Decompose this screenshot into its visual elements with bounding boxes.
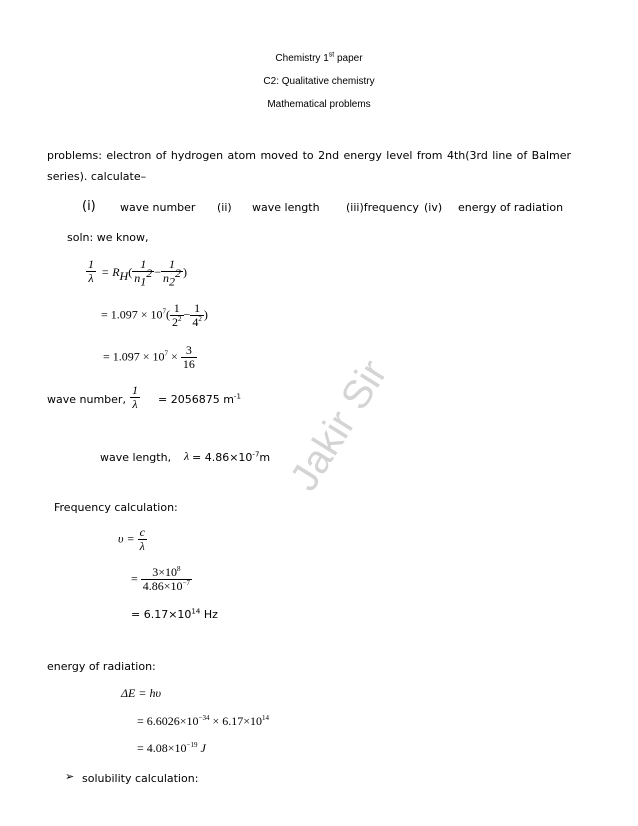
- frequency-heading: Frequency calculation:: [54, 501, 178, 514]
- frequency-formula: υ = $\frac{c}{\lambda}$: [118, 525, 145, 553]
- part-iv-label: energy of radiation: [458, 201, 564, 214]
- part-iv: (iv): [424, 201, 443, 214]
- energy-substitution: = $6.6026\times 10^{-34} \times 6.17\times 10^{14}$: [137, 714, 270, 728]
- part-i: (i): [82, 199, 96, 214]
- lambda-symbol: λ: [184, 449, 190, 463]
- part-iii: (iii)frequency: [346, 201, 419, 214]
- arrow-bullet-icon: ➢: [65, 770, 75, 783]
- next-section-heading: solubility calculation:: [82, 772, 199, 785]
- part-ii: (ii): [217, 201, 232, 214]
- wave-number-fraction: $\frac{1}{\lambda}$: [132, 383, 138, 411]
- wave-length-value: = $4.86\times 10^{-7}m$: [192, 450, 271, 464]
- wave-number-value: = 2056875 $m^{-1}$: [158, 392, 241, 406]
- frequency-substitution: = $\frac{3\times 10^8}{4.86\times 10^{-7}}$: [131, 565, 191, 593]
- wave-length-label: wave length,: [100, 451, 172, 464]
- energy-formula: ΔE = hυ: [121, 686, 161, 700]
- part-ii-label: wave length: [252, 201, 320, 214]
- simplified-equation: = $1.097 \times 10^7$ × $\frac{3}{16}$: [103, 343, 195, 371]
- problem-line-2: series). calculate–: [47, 170, 147, 183]
- solution-intro: soln: we know,: [67, 231, 149, 244]
- eq1-lhs: $\frac{1}{\lambda}$: [88, 257, 94, 285]
- doc-section-title: Mathematical problems: [267, 99, 371, 110]
- doc-title: Chemistry 1st paper: [275, 51, 363, 64]
- frequency-result: = $6.17\times 10^{14}$ Hz: [131, 607, 218, 621]
- problem-line-1: problems: electron of hydrogen atom moved to 2nd energy level from 4th(3rd line of Balmer: [47, 149, 571, 162]
- substitution-equation: = $1.097 \times 10^7$( $\frac{1}{2^2}$ − $\frac{1}{4^2}$ ): [101, 301, 208, 329]
- part-i-label: wave number: [120, 201, 196, 214]
- energy-result: = $4.08\times 10^{-19}$ J: [137, 741, 206, 755]
- rydberg-equation: $\frac{1}{\lambda}$ = $R_H$( $\frac{1}{n_1^2}$ − $\frac{1}{n_2^2}$ ): [88, 257, 187, 289]
- watermark: Jakir Sir: [282, 352, 396, 499]
- doc-subtitle: C2: Qualitative chemistry: [263, 76, 375, 87]
- energy-heading: energy of radiation:: [47, 660, 156, 673]
- wave-number-label: wave number,: [47, 393, 126, 406]
